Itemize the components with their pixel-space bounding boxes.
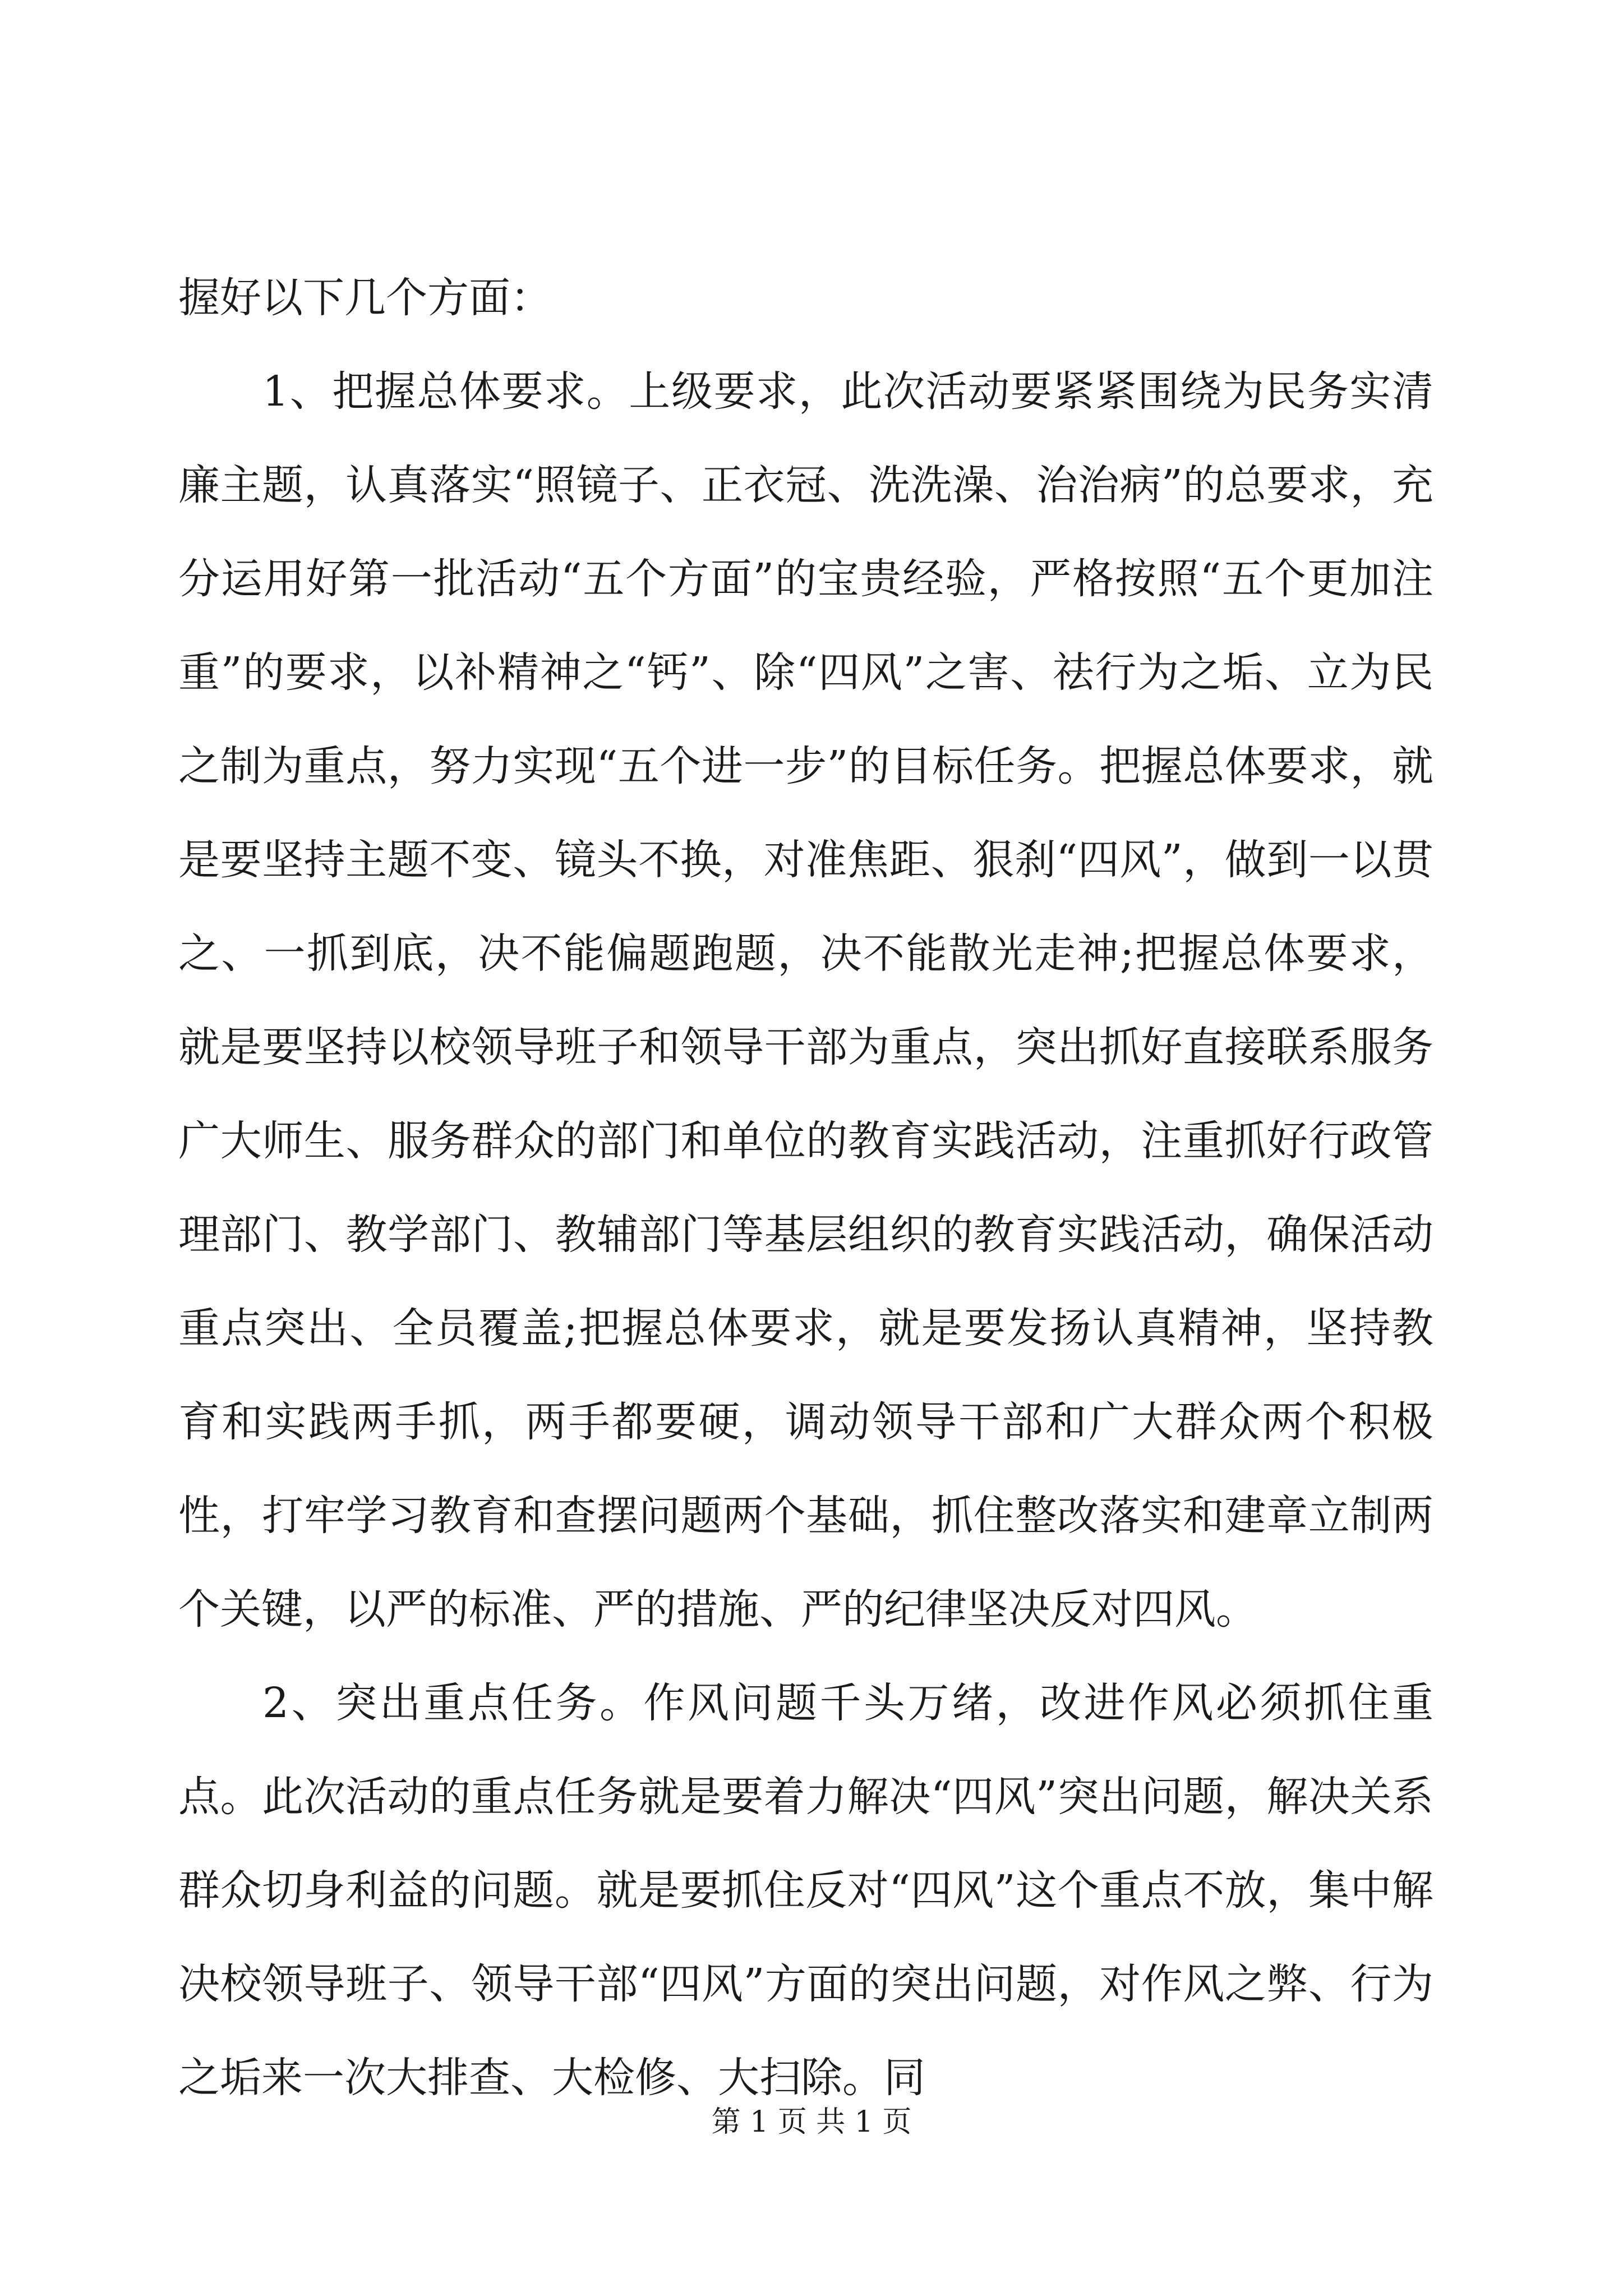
document-body — [178, 251, 1433, 2125]
paragraph-continuation: 握好以下几个方面： — [178, 274, 552, 322]
paragraph-key-tasks: 2、突出重点任务。作风问题千头万绪，改进作风必须抓住重点。此次活动的重点任务就是要着力解决“四风”突出问题，解决关系群众切身利益的问题。就是要抓住反对“四风”这个重点不放，集中解决校领导班子、领导干部“四风”方面的突出问题，对作风之弊、行为之垢来一次大排查、大检修、大扫除。同 — [178, 1679, 1433, 2102]
page-footer: 第 1 页 共 1 页 — [711, 2105, 912, 2139]
paragraph-overall-requirements: 1、把握总体要求。上级要求，此次活动要紧紧围绕为民务实清廉主题，认真落实“照镜子、正衣冠、洗洗澡、治治病”的总要求，充分运用好第一批活动“五个方面”的宝贵经验，严格按照“五个更加注重”的要求，以补精神之“钙”、除“四风”之害、祛行为之垢、立为民之制为重点，努力实现“五个进一步”的目标任务。把握总体要求，就是要坚持主题不变、镜头不换，对准焦距、狠刹“四风”，做到一以贯之、一抓到底，决不能偏题跑题，决不能散光走神;把握总体要求，就是要坚持以校领导班子和领导干部为重点，突出抓好直接联系服务广大师生、服务群众的部门和单位的教育实践活动，注重抓好行政管理部门、教学部门、教辅部门等基层组织的教育实践活动，确保活动重点突出、全员覆盖;把握总体要求，就是要发扬认真精神，坚持教育和实践两手抓，两手都要硬，调动领导干部和广大群众两个积极性，打牢学习教育和查摆问题两个基础，抓住整改落实和建章立制两个关键，以严的标准、严的措施、严的纪律坚决反对四风。 — [178, 367, 1433, 1634]
